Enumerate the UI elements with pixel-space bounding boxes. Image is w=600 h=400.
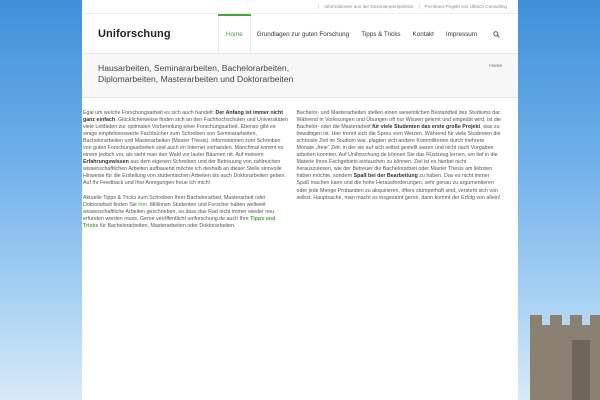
main-nav xyxy=(218,14,504,54)
nav-item-tipps[interactable]: Tipps & Tricks xyxy=(361,30,401,38)
right-column xyxy=(297,110,503,237)
castle-background-image xyxy=(530,325,600,400)
bachelor-master-paragraph: Bachelor- und Masterarbeiten stellen einen wesentlichen Bestandteil des Studiums dar. Während in Vorlesungen und Übungen oft nur Wissen gelernt und eingeübt wird, ist die Bachelor- oder die Masterarbeit für viele Studenten das erste große Projekt, was zu bewältigen ist. Hier trennt sich die Spreu vom Weizen. Während für viele Studenten die schönste Zeit im Studium war, plagten sich andere Kommilitonen durch mehrere Monate „freie“ Zeit, in der sie auf sich selbst gestellt waren und nicht nach Vorgaben arbeiten konnten. Auf Uniforschung.de können Sie das Rüstzeug lernen, um tief in die Materie Ihres Fachgebiets eintauchen zu können. Ziel ist es hierbei nicht herauszulesen, wie der Betreuer die Bachelorarbeit oder Master Thesis am liebsten haben möchte, sondern Spaß bei der Bearbeitung zu haben. Das es nicht immer Spaß machen kann und die hohe Herausforderungen, sehr genau zu argumentieren oder jede Menge Probanden zu akquirieren, öfters stümperhaft sind, versteht sich von selbst. Hauptsache, man macht es insgesamt gerne, dann kommt der Erfolg von allein! xyxy=(296,110,502,201)
intro-paragraph: Egal um welche Forschungsarbeit es sich auch handelt: Der Anfang ist immer nicht ganz einfach. Glücklicherweise finden sich an den Fachhochschulen und Universitäten viele Leitfäden zur optimalen Vorbereitung einer Forschungsarbeit. Ebenso gibt es einige empfehlenswerte Fachbücher zum Schreiben von Seminararbeiten, Bachelorarbeiten und Masterarbeiten (Master Thesis). Informationen zum Schreiben von guten Forschungsarbeiten sind auch im Internet vorhanden. Manchmal kommt es einem jedoch vor, als sieht man den Wald vor lauter Bäumen nit. Auf meinem Erfahrungswissen aus dem eigenen Schreiben und der Betreuung von zahlreichen wissenschaftlichen Arbeiten aufbauend möchte ich deshalb an dieser Stelle sinnvolle Hinweise für die Erstellung von studentischen Arbeiten als auch Doktorarbeiten geben. Auf Ihr Feedback und Ihre Anregungen freue ich mich! xyxy=(83,110,288,187)
page-title: Hausarbeiten, Seminararbeiten, Bachelorarbeiten, Diplomarbeiten, Masterarbeiten und Doktorarbeiten xyxy=(98,63,294,84)
nav-item-home[interactable]: Home xyxy=(218,14,251,54)
breadcrumb[interactable]: Home xyxy=(489,64,502,69)
left-column xyxy=(83,110,289,237)
tipps-und-tricks-link[interactable]: Tipps und Tricks xyxy=(83,215,276,229)
tips-paragraph: Aktuelle Tipps & Tricks zum Schreiben Ihrer Bachelorarbeit, Masterarbeit oder Doktorarbeit finden Sie hier. Millionen Studenten und Forscher haben weltweit wissenschaftliche Arbeiten geschrieben, so dass das Rad nicht immer wieder neu erfunden werden muss. Gerne veröffentlicht uniforschung.de auch Ihre Tipps und Tricks für Bachelorarbeiten, Masterarbeiten oder Doktorarbeiten. xyxy=(83,194,276,229)
castle-tower-shade xyxy=(572,340,590,400)
page-container xyxy=(82,0,518,400)
topbar-link-dozentenperspektive[interactable]: Informationen aus der Dozentenperspektive xyxy=(318,4,418,9)
page-title-bar xyxy=(82,54,518,98)
topbar-link-pro-bono[interactable]: Pro-Bono-Projekt von Ulbrich Consulting xyxy=(419,4,512,9)
site-logo[interactable]: Uniforschung xyxy=(98,27,171,40)
top-bar xyxy=(82,0,518,14)
main-content xyxy=(82,98,502,237)
nav-item-grundlagen[interactable]: Grundlagen zur guten Forschung xyxy=(256,30,350,38)
site-header xyxy=(82,14,518,54)
nav-item-impressum[interactable]: Impressum xyxy=(445,30,477,38)
hier-link[interactable]: hier xyxy=(138,201,147,208)
search-icon[interactable] xyxy=(483,14,504,54)
nav-item-kontakt[interactable]: Kontakt xyxy=(412,30,434,38)
